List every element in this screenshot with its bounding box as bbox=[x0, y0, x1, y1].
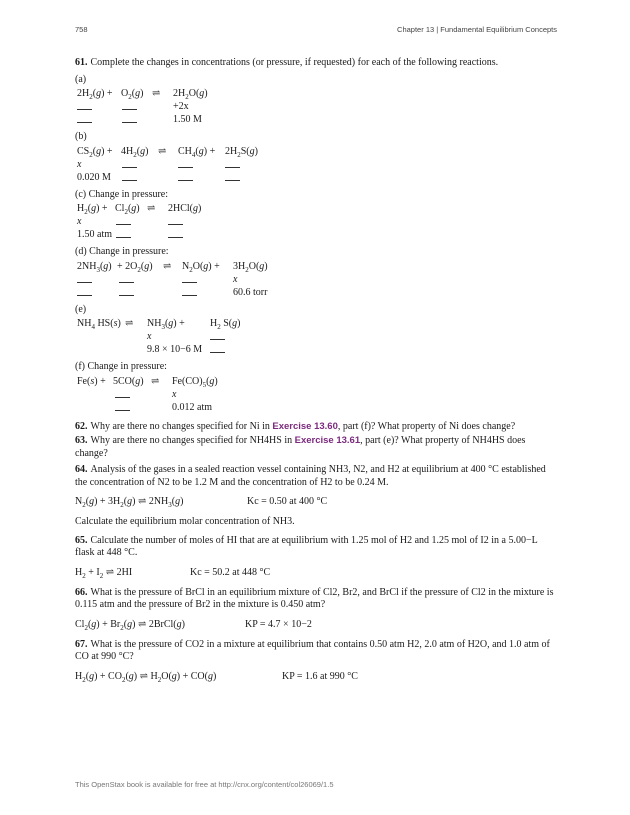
question-text: What is the pressure of BrCl in an equilibrium mixture of Cl2, Br2, and BrCl if the pressure of Cl2 in the mixture is 0.115 atm and the pressure of Br2 in the mixture is 0.450 atm? bbox=[75, 586, 554, 610]
question-number: 65. bbox=[75, 534, 88, 546]
part-f-label: (f) Change in pressure: bbox=[75, 361, 167, 372]
question-text: Complete the changes in concentrations (or pressure, if requested) for each of the following reactions. bbox=[90, 57, 499, 68]
value: x bbox=[233, 273, 238, 285]
value: +2x bbox=[173, 101, 189, 112]
reaction-table-d bbox=[75, 261, 557, 300]
change-row bbox=[75, 114, 557, 127]
equation-row: Fe(s) + 5CO(g) ⇌ $Fe(CO)_5(g)$ bbox=[77, 375, 218, 389]
value: 1.50 atm bbox=[77, 229, 112, 240]
value: 1.50 M bbox=[173, 114, 202, 125]
value: 9.8 × 10−6 M bbox=[147, 344, 203, 355]
equation-65: $H_2 + I_2$ ⇌ 2HI Kc = 50.2 at 448 °C bbox=[75, 566, 271, 580]
equation-67: $H_2(g) + CO_2(g)$ ⇌ $H_2O(g) + CO(g)$ KP = 1.6 at 990 °C bbox=[75, 670, 358, 684]
question-text: Why are there no changes specified for Ni in bbox=[90, 420, 270, 432]
reaction-table-a bbox=[75, 88, 557, 127]
reaction-table-c bbox=[75, 203, 557, 242]
value: 60.6 torr bbox=[233, 286, 268, 298]
change-row bbox=[75, 331, 557, 344]
change-row bbox=[75, 216, 557, 229]
change-row bbox=[75, 101, 557, 114]
equation-row: $H_2(g)$ + $Cl_2(g)$ ⇌ 2HCl(g) bbox=[77, 203, 202, 216]
question-text: Analysis of the gases in a sealed reaction vessel containing NH3, N2, and H2 at equilibrium at 400 °C established the concentration of N2 to be 1.2 M and the concentration of H2 to be 0.24 M. bbox=[75, 464, 546, 488]
question-66 bbox=[75, 587, 557, 612]
reaction-table-e bbox=[75, 318, 557, 357]
equation-row: $NH_4$ HS(s) ⇌ $NH_3(g)$ + $H_2$ S(g) bbox=[77, 318, 241, 331]
equation-row: $2NH_3(g)$ + $2O_2(g)$ ⇌ $N_2O(g)$ + $3H_2O(g)$ bbox=[77, 260, 268, 274]
question-65 bbox=[75, 535, 557, 560]
change-row bbox=[75, 402, 557, 415]
value: x bbox=[77, 216, 82, 227]
question-text: Why are there no changes specified for NH4HS in bbox=[90, 435, 293, 446]
question-number: 61. bbox=[75, 57, 88, 68]
question-64 bbox=[75, 464, 557, 489]
equation-66: $Cl_2(g) + Br_2(g)$ ⇌ 2BrCl(g) KP = 4.7 × 10−2 bbox=[75, 618, 312, 632]
chapter-title: Chapter 13 | Fundamental Equilibrium Concepts bbox=[397, 25, 557, 34]
part-c-label: (c) Change in pressure: bbox=[75, 188, 169, 200]
exercise-link[interactable]: Exercise 13.61 bbox=[294, 435, 361, 446]
question-61 bbox=[75, 57, 557, 70]
exercise-link[interactable]: Exercise 13.60 bbox=[272, 420, 338, 432]
change-row bbox=[75, 159, 557, 172]
reaction-table-f bbox=[75, 376, 557, 415]
part-b-label: (b) bbox=[75, 131, 87, 142]
question-number: 66. bbox=[75, 586, 88, 598]
footer-note: This OpenStax book is available for free at http://cnx.org/content/col26069/1.5 bbox=[75, 780, 334, 789]
equilibrium-constant: Kc = 50.2 at 448 °C bbox=[190, 566, 271, 578]
equation-row: $2H_2(g)$ + $O_2(g)$ ⇌ $2H_2O(g)$ bbox=[77, 88, 208, 101]
question-number: 64. bbox=[75, 464, 88, 475]
question-67 bbox=[75, 639, 557, 664]
equilibrium-constant: KP = 4.7 × 10−2 bbox=[245, 618, 312, 630]
part-d-label: (d) Change in pressure: bbox=[75, 246, 169, 257]
value: x bbox=[172, 388, 177, 400]
value: x bbox=[77, 158, 82, 170]
question-text: , part (f)? What property of Ni does change? bbox=[337, 420, 516, 432]
value: 0.012 atm bbox=[172, 401, 212, 413]
change-row bbox=[75, 344, 557, 357]
question-number: 67. bbox=[75, 638, 88, 650]
question-number: 62. bbox=[75, 420, 88, 432]
question-62 bbox=[75, 421, 557, 434]
part-e-label: (e) bbox=[75, 303, 87, 315]
reaction-table-b bbox=[75, 146, 557, 185]
value: 0.020 M bbox=[77, 171, 111, 183]
change-row bbox=[75, 172, 557, 185]
equilibrium-constant: KP = 1.6 at 990 °C bbox=[282, 670, 358, 682]
question-text: , part (e)? What property of NH4HS does change? bbox=[75, 435, 526, 459]
question-text: What is the pressure of CO2 in a mixture at equilibrium that contains 0.50 atm H2, 2.0 atm of H2O, and 1.0 atm of CO at 990 °C? bbox=[75, 638, 550, 662]
question-text: Calculate the number of moles of HI that are at equilibrium with 1.25 mol of H2 and 1.25 mol of I2 in a 5.00−L flask at 448 °C. bbox=[75, 534, 538, 558]
change-row bbox=[75, 229, 557, 242]
change-row bbox=[75, 287, 557, 300]
value: x bbox=[147, 331, 152, 342]
question-63 bbox=[75, 435, 557, 460]
question-number: 63. bbox=[75, 435, 88, 446]
change-row bbox=[75, 389, 557, 402]
page-number: 758 bbox=[75, 25, 88, 34]
part-a-label: (a) bbox=[75, 73, 87, 85]
change-row bbox=[75, 274, 557, 287]
exercise-page bbox=[75, 57, 557, 691]
equilibrium-constant: Kc = 0.50 at 400 °C bbox=[247, 496, 328, 507]
equation-64: $N_2(g) + 3H_2(g)$ ⇌ $2NH_3(g)$ Kc = 0.50 at 400 °C bbox=[75, 496, 328, 509]
equation-row: $CS_2(g)$ + $4H_2(g)$ ⇌ $CH_4(g)$ + $2H_2S(g)$ bbox=[77, 145, 258, 159]
question-64-followup: Calculate the equilibrium molar concentration of NH3. bbox=[75, 516, 295, 527]
